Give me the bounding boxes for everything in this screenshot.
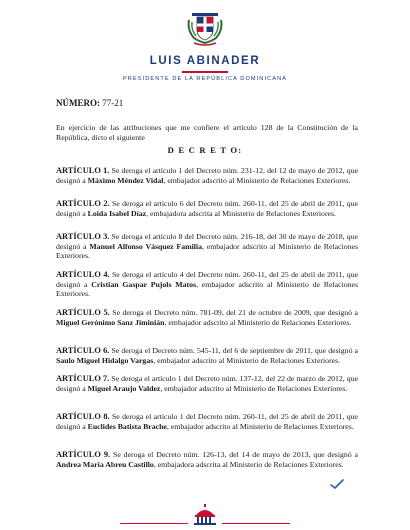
article-5 (56, 308, 358, 327)
article-text: Se deroga el artículo 1 del Decreto núm. 260-11, del 25 de abril de 2011, que designó a (56, 412, 358, 431)
article-8 (56, 412, 358, 431)
article-text: Se deroga el Decreto núm. 545-11, del 6 de septiembre de 2011, que designó a (111, 346, 359, 355)
article-1 (56, 166, 358, 185)
article-person-name: Cristian Gaspar Pujols Matos (91, 279, 197, 289)
article-text-end: , embajador adscrito al Ministerio de Relaciones Exteriores. (163, 175, 351, 185)
article-label: ARTÍCULO 8. (56, 412, 110, 421)
article-7 (56, 374, 358, 393)
decree-number (56, 98, 123, 108)
decree-title: D E C R E T O: (167, 145, 243, 155)
article-person-name: Andrea María Abreu Castillo (56, 459, 154, 469)
article-text: Se deroga el artículo 1 del Decreto núm. 231-12, del 12 de mayo de 2012, que designó a (56, 166, 359, 185)
article-label: ARTÍCULO 3. (56, 232, 110, 241)
intro-paragraph: En ejercicio de las atribuciones que me confiere el artículo 128 de la Constitución de la República, dicto el siguiente (56, 123, 358, 142)
article-6 (56, 346, 358, 365)
article-text: Se deroga el artículo 4 del Decreto núm. 260-11, del 25 de abril de 2011, que designó a (56, 270, 358, 289)
article-label: ARTÍCULO 4. (56, 270, 110, 279)
coat-of-arms-icon (186, 10, 224, 48)
article-person-name: Euclides Batista Brache (87, 421, 167, 431)
article-person-name: Miguel Gerónimo Sanz Jiminián (56, 317, 165, 327)
article-text-end: , embajadora adscrita al Ministerio de Relaciones Exteriores. (153, 459, 344, 469)
article-text: Se deroga el Decreto núm. 781-09, del 21 de octubre de 2009, que designó a (112, 308, 359, 317)
article-text: Se deroga el Decreto núm. 126-13, del 14 de mayo de 2013, que designó a (112, 450, 358, 459)
article-9 (56, 450, 358, 469)
article-label: ARTÍCULO 6. (56, 346, 110, 355)
header-divider (182, 71, 228, 73)
article-text-end: , embajador adscrito al Ministerio de Relaciones Exteriores. (160, 383, 348, 393)
article-text-end: , embajador adscrito al Ministerio de Relaciones Exteriores. (56, 241, 358, 261)
article-text-end: , embajador adscrito al Ministerio de Relaciones Exteriores. (164, 317, 352, 327)
article-3 (56, 232, 358, 261)
article-person-name: Manuel Alfonso Vásquez Familia (89, 241, 202, 251)
decree-number-value: 77-21 (102, 98, 124, 108)
article-label: ARTÍCULO 2. (56, 199, 110, 208)
article-person-name: Loida Isabel Díaz (87, 208, 147, 218)
article-text-end: , embajador adscrito al Ministerio de Relaciones Exteriores. (166, 421, 354, 431)
article-label: ARTÍCULO 7. (56, 374, 110, 383)
article-text-end: , embajador adscrito al Ministerio de Relaciones Exteriores. (153, 355, 341, 365)
article-person-name: Saulo Miguel Hidalgo Vargas (56, 355, 154, 365)
article-4 (56, 270, 358, 299)
footer-divider-right (222, 523, 290, 524)
article-text: Se deroga el artículo 6 del Decreto núm. 260-11, del 25 de abril de 2011, que designó a (56, 199, 358, 218)
footer-divider-left (120, 523, 188, 524)
president-title: PRESIDENTE DE LA REPÚBLICA DOMINICANA (122, 76, 288, 82)
article-text-end: , embajador adscrito al Ministerio de Relaciones Exteriores. (56, 279, 358, 299)
check-mark-icon (330, 479, 344, 489)
article-label: ARTÍCULO 5. (56, 308, 110, 317)
article-person-name: Máximo Méndez Vidal (87, 175, 164, 185)
president-name: LUIS ABINADER (149, 55, 261, 67)
article-label: ARTÍCULO 1. (56, 166, 110, 175)
article-person-name: Miguel Araujo Valdez (87, 383, 161, 393)
decree-number-label: NÚMERO: (56, 98, 100, 108)
article-text: Se deroga el artículo 1 del Decreto núm. 137-12, del 22 de marzo de 2012, que designó a (56, 374, 358, 393)
article-label: ARTÍCULO 9. (56, 450, 111, 459)
palace-icon (192, 503, 218, 525)
article-text: Se deroga el artículo 8 del Decreto núm. 216-18, del 30 de mayo de 2018, que designó a (56, 232, 359, 251)
article-text-end: , embajadora adscrita al Ministerio de Relaciones Exteriores. (146, 208, 336, 218)
article-2 (56, 199, 358, 218)
